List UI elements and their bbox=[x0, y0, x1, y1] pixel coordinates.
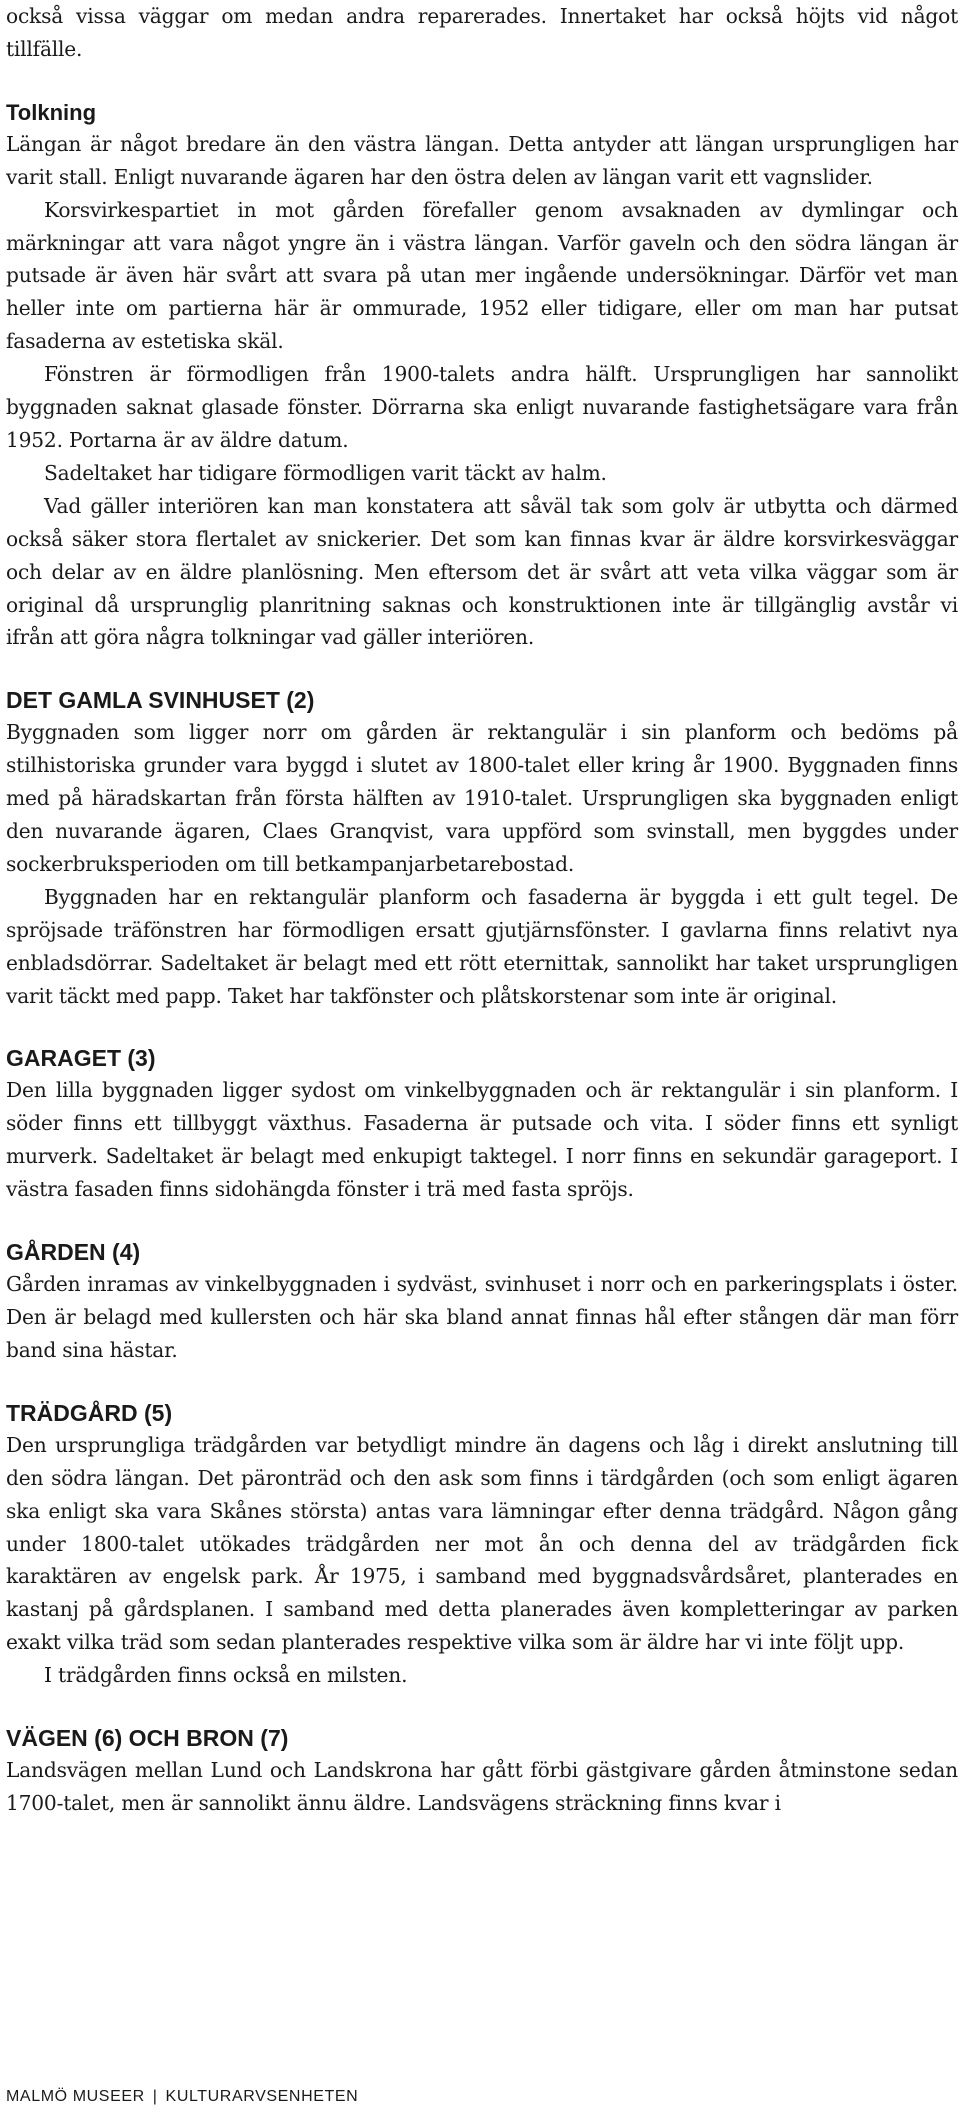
body-paragraph: Fönstren är förmodligen från 1900-talets andra hälft. Ursprungligen har sannolikt byggnaden saknat glasade fönster. Dörrarna ska enligt nuvarande fastighetsägare vara från 1952. Portarna är av äldre datum. bbox=[6, 362, 958, 452]
section-heading: GARAGET (3) bbox=[6, 1045, 156, 1072]
body-paragraph: Gården inramas av vinkelbyggnaden i sydväst, svinhuset i norr och en parkeringsplats i öster. Den är belagd med kullersten och här ska bland annat finnas hål efter stången där man förr band sina hästar. bbox=[6, 1272, 958, 1362]
body-paragraph: Vad gäller interiören kan man konstatera att såväl tak som golv är utbytta och därmed också säker stora flertalet av snickerier. Det som kan finnas kvar är äldre korsvirkesväggar och delar av en äldre planlösning. Men eftersom det är svårt att veta vilka väggar som är original då ursprunglig planritning saknas och konstruktionen inte är tillgänglig avstår vi ifrån att göra några tolkningar vad gäller interiören. bbox=[6, 493, 958, 650]
section-vagen bbox=[6, 1722, 958, 1820]
section-heading: Tolkning bbox=[6, 99, 97, 125]
section-garden bbox=[6, 1236, 958, 1367]
body-paragraph: I trädgården finns också en milsten. bbox=[44, 1663, 408, 1688]
body-paragraph: Landsvägen mellan Lund och Landskrona har gått förbi gästgivare gården åtminstone sedan 1700-talet, men är sannolikt ännu äldre. Landsvägens sträckning finns kvar i bbox=[6, 1758, 958, 1815]
document-page bbox=[6, 0, 958, 1820]
footer-department: KULTURARVSENHETEN bbox=[165, 2088, 359, 2105]
body-paragraph: Byggnaden som ligger norr om gården är rektangulär i sin planform och bedöms på stilhistoriska grunder vara byggd i slutet av 1800-talet eller kring år 1900. Byggnaden finns med på häradskartan från första hälften av 1910-talet. Ursprungligen ska byggnaden enligt den nuvarande ägaren, Claes Granqvist, vara uppförd som svinstall, men byggdes under sockerbruksperioden om till betkampanjarbetarebostad. bbox=[6, 720, 958, 876]
section-heading: GÅRDEN (4) bbox=[6, 1239, 141, 1266]
body-paragraph: Den ursprungliga trädgården var betydligt mindre än dagens och låg i direkt anslutning till den södra längan. Det päronträd och den ask som finns i tärdgården (och som enligt ägaren ska enligt ska vara Skånes största) antas vara lämningar efter denna trädgård. Någon gång under 1800-talet utökades trädgården ner mot ån och denna del av trädgården fick karaktären av engelsk park. År 1975, i samband med byggnadsvårdsåret, planterades en kastanj på gårdsplanen. I samband med detta planerades även kompletteringar av parken exakt vilka träd som sedan planterades respektive vilka som är äldre har vi inte följt upp. bbox=[6, 1432, 958, 1655]
section-tolkning bbox=[6, 98, 958, 655]
section-svinhuset bbox=[6, 684, 958, 1012]
body-paragraph: Sadeltaket har tidigare förmodligen varit täckt av halm. bbox=[44, 460, 607, 485]
body-paragraph: Den lilla byggnaden ligger sydost om vinkelbyggnaden och är rektangulär i sin planform. I söder finns ett tillbyggt växthus. Fasaderna är putsade och vita. I söder finns ett synligt murverk. Sadeltaket är belagt med enkupigt taktegel. I norr finns en sekundär garageport. I västra fasaden finns sidohängda fönster i trä med fasta spröjs. bbox=[6, 1078, 958, 1202]
footer-separator: | bbox=[152, 2088, 158, 2105]
section-heading: VÄGEN (6) OCH BRON (7) bbox=[6, 1725, 289, 1752]
body-paragraph: Byggnaden har en rektangulär planform och fasaderna är byggda i ett gult tegel. De spröjsade träfönstren har förmodligen ersatt gjutjärnsfönster. I gavlarna finns relativt nya enbladsdörrar. Sadeltaket är belagt med ett rött eternittak, sannolikt har taket ursprungligen varit täckt med papp. Taket har takfönster och plåtskorstenar som inte är original. bbox=[6, 884, 958, 1008]
body-paragraph: Längan är något bredare än den västra längan. Detta antyder att längan ursprungligen har varit stall. Enligt nuvarande ägaren har den östra delen av längan varit ett vagnslider. bbox=[6, 131, 958, 189]
body-paragraph: Korsvirkespartiet in mot gården förefaller genom avsaknaden av dymlingar och märkningar att vara något yngre än i västra längan. Varför gaveln och den södra längan är putsade är även här svårt att svara på utan mer ingående undersökningar. Därför vet man heller inte om partierna här är ommurade, 1952 eller tidigare, eller om man har putsat fasaderna av estetiska skäl. bbox=[6, 197, 958, 354]
section-heading: DET GAMLA SVINHUSET (2) bbox=[6, 687, 315, 714]
section-heading: TRÄDGÅRD (5) bbox=[6, 1399, 173, 1426]
section-tradgard bbox=[6, 1397, 958, 1692]
footer-publisher: MALMÖ MUSEER bbox=[6, 2088, 145, 2105]
section-garaget bbox=[6, 1042, 958, 1206]
page-footer bbox=[6, 2088, 358, 2106]
intro-paragraph: också vissa väggar om medan andra reparerades. Innertaket har också höjts vid något tillfälle. bbox=[6, 4, 958, 61]
